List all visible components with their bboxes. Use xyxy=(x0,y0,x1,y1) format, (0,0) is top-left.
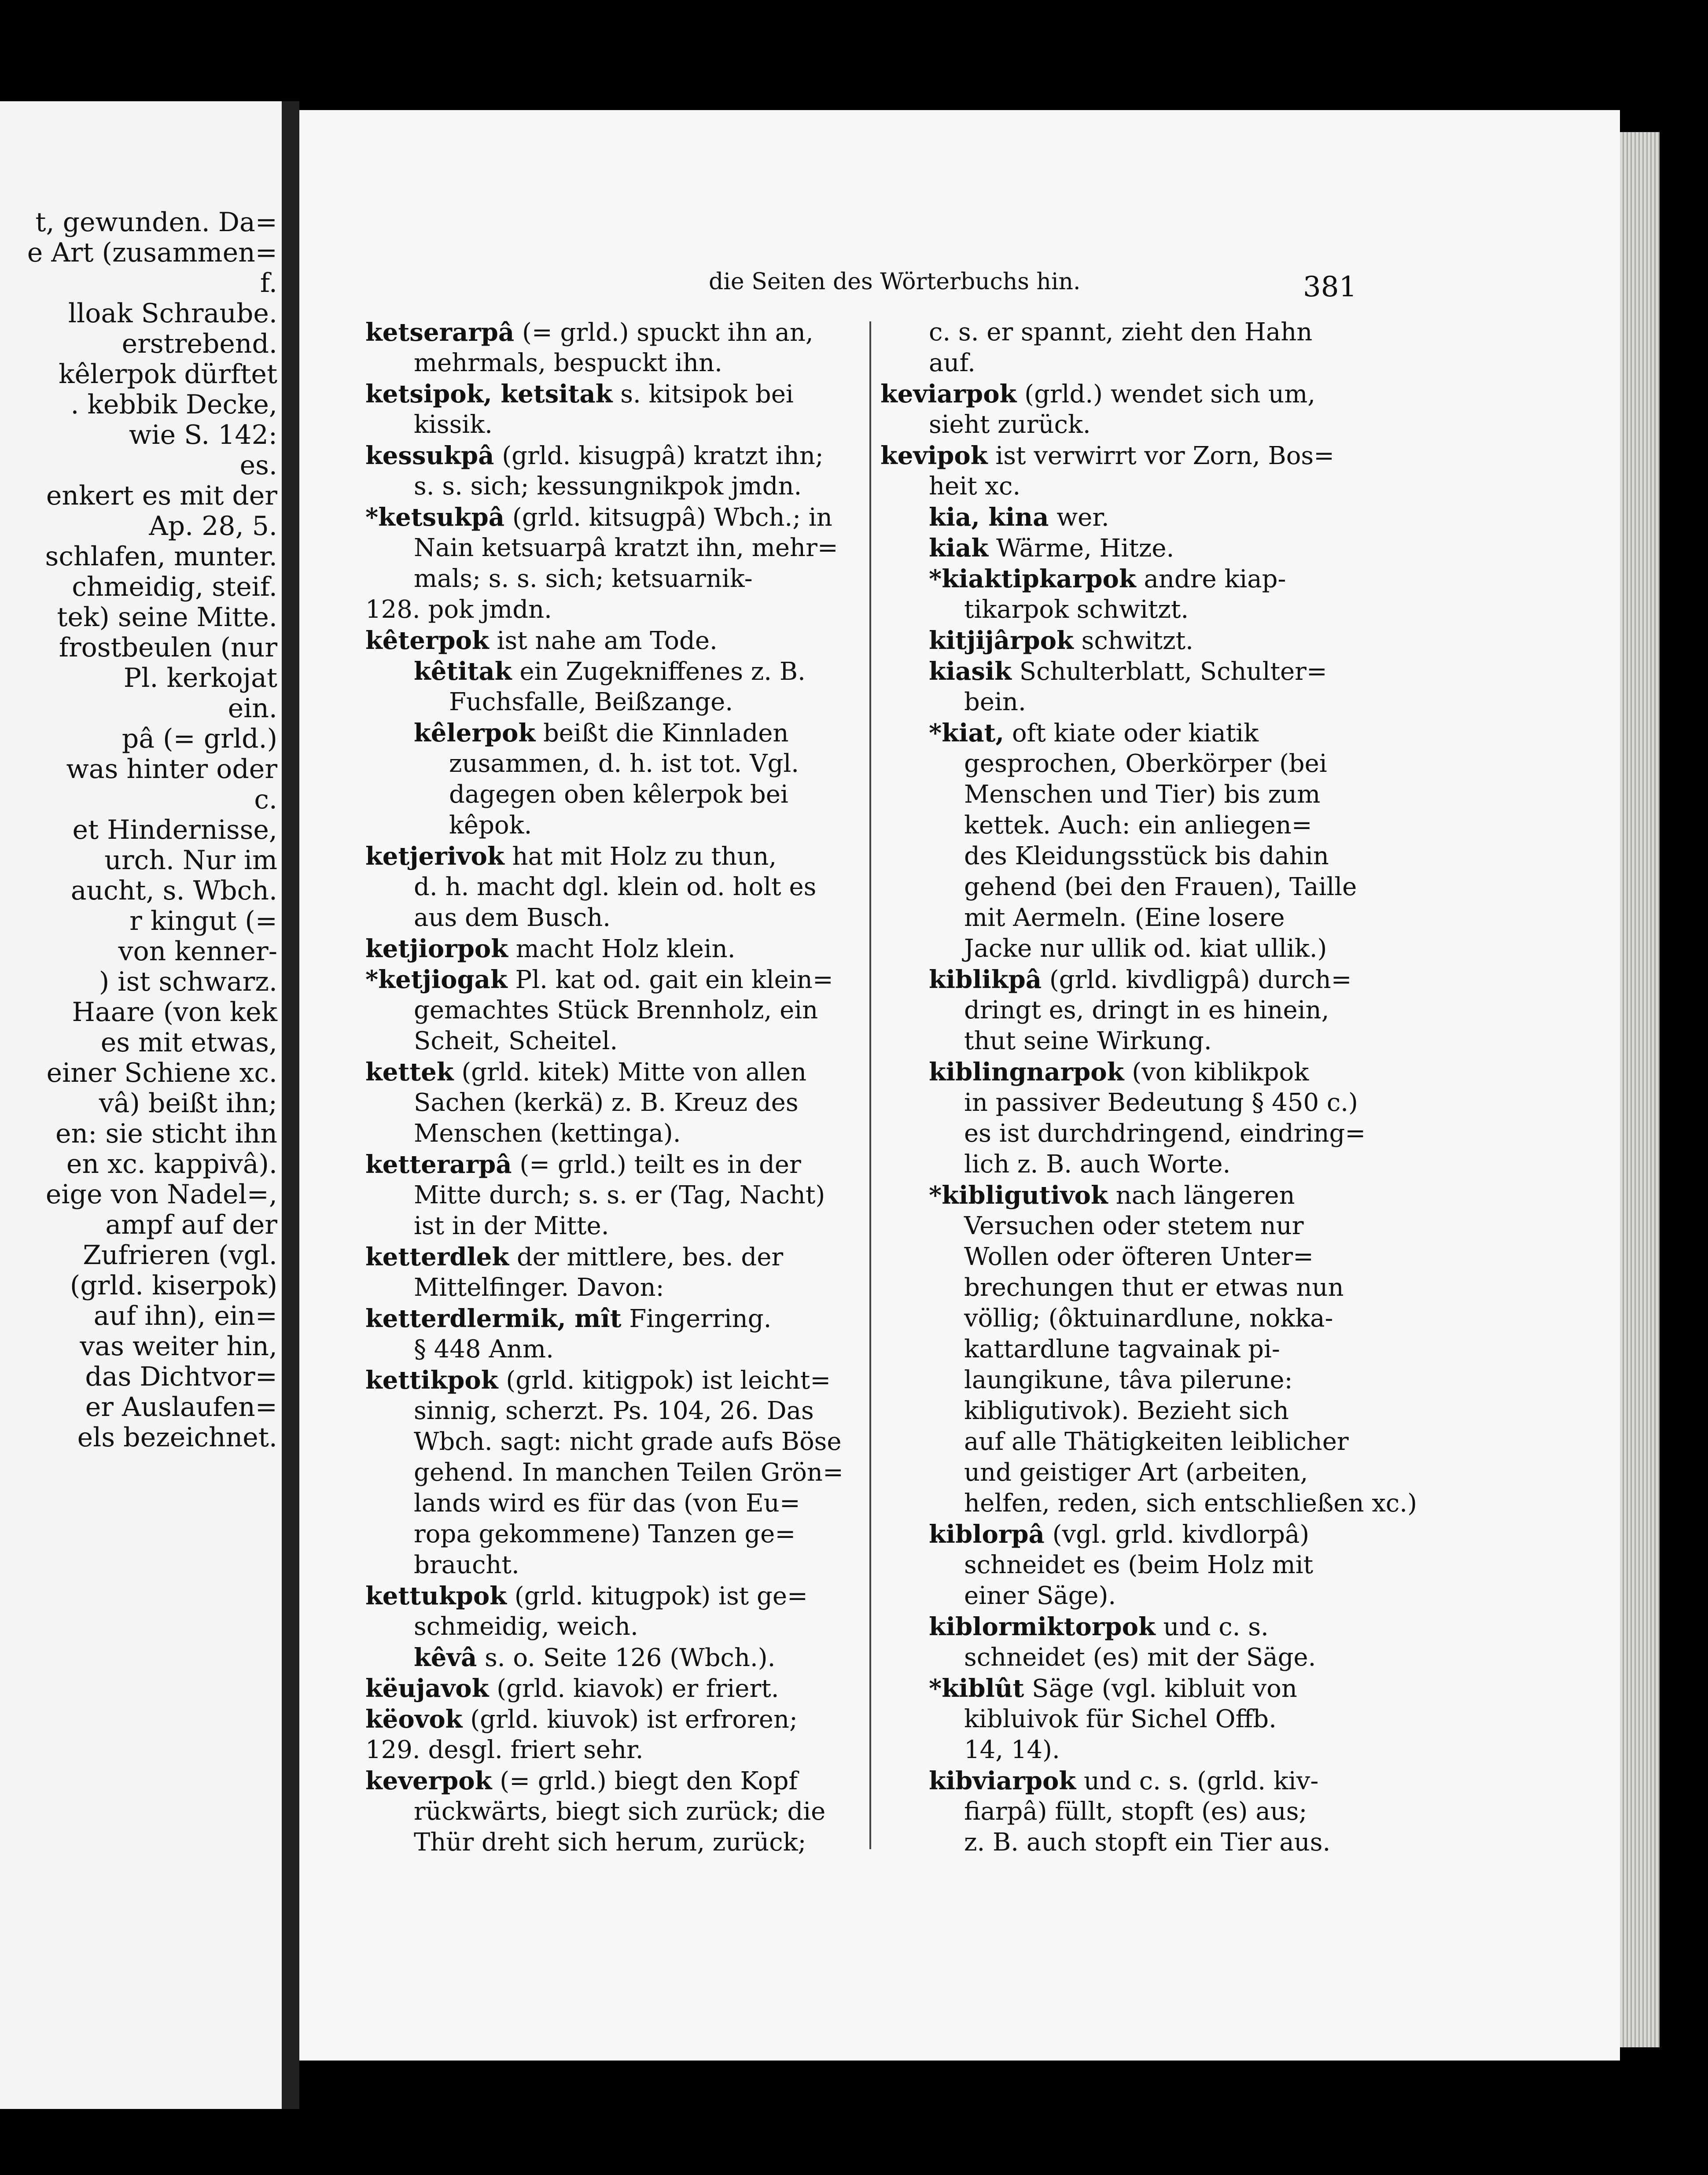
headword: *kibligutivok xyxy=(929,1181,1108,1210)
dictionary-entry-line xyxy=(365,625,850,656)
entry-text: und c. s. (grld. kiv- xyxy=(1076,1767,1319,1795)
entry-text: Mitte durch; s. s. er (Tag, Nacht) xyxy=(414,1181,825,1209)
headword: *ketsukpâ xyxy=(365,503,505,532)
entry-text: mit Aermeln. (Eine losere xyxy=(964,903,1285,932)
entry-text: ist in der Mitte. xyxy=(414,1212,609,1240)
dictionary-entry-line xyxy=(880,656,1365,687)
entry-text: gehend. In manchen Teilen Grön= xyxy=(414,1458,843,1487)
dictionary-continuation-line xyxy=(880,1581,1365,1611)
dictionary-entry-line xyxy=(880,1519,1365,1550)
entry-text: völlig; (ôktuinardlune, nokka- xyxy=(964,1304,1333,1333)
dictionary-continuation-line xyxy=(365,810,850,841)
dictionary-entry-line xyxy=(365,502,850,533)
left-page-text-fragment: auf ihn), ein= xyxy=(93,1301,277,1331)
entry-text: (= grld.) biegt den Kopf xyxy=(492,1767,798,1795)
entry-text: 128. pok jmdn. xyxy=(365,595,552,624)
dictionary-continuation-line xyxy=(880,748,1365,779)
dictionary-page xyxy=(299,110,1620,2061)
dictionary-entry-line xyxy=(365,718,850,748)
left-page-text-fragment: einer Schiene xc. xyxy=(46,1058,277,1088)
entry-text: schneidet es (beim Holz mit xyxy=(964,1551,1314,1579)
entry-text: macht Holz klein. xyxy=(508,935,736,963)
entry-text: 14, 14). xyxy=(964,1736,1060,1764)
entry-text: (grld. kitugpok) ist ge= xyxy=(507,1582,808,1611)
column-divider xyxy=(869,321,871,1849)
headword: ketterarpâ xyxy=(365,1150,512,1179)
headword: kêlerpok xyxy=(414,719,536,748)
entry-text: Menschen und Tier) bis zum xyxy=(964,780,1321,809)
left-page-text-fragment: ) ist schwarz. xyxy=(99,966,277,997)
entry-text: des Kleidungsstück bis dahin xyxy=(964,842,1329,870)
left-page-text-fragment: els bezeichnet. xyxy=(77,1422,277,1453)
entry-text: s. o. Seite 126 (Wbch.). xyxy=(477,1644,776,1672)
dictionary-entry-line xyxy=(365,1704,850,1735)
dictionary-continuation-line xyxy=(880,872,1365,903)
entry-text: auf alle Thätigkeiten leiblicher xyxy=(964,1427,1349,1456)
previous-page-fragment xyxy=(0,101,282,2109)
entry-text: (von kiblikpok xyxy=(1124,1058,1309,1087)
entry-text: bein. xyxy=(964,688,1026,716)
running-head: die Seiten des Wörterbuchs hin. xyxy=(709,269,1081,295)
dictionary-entry-line xyxy=(365,1766,850,1796)
headword: ketjiorpok xyxy=(365,934,508,963)
dictionary-entry-line xyxy=(365,1057,850,1088)
left-page-text-fragment: r kingut (= xyxy=(129,906,277,936)
dictionary-continuation-line xyxy=(880,841,1365,872)
headword: ketterdlermik, mît xyxy=(365,1304,622,1333)
dictionary-continuation-line xyxy=(880,995,1365,1026)
dictionary-continuation-line xyxy=(365,471,850,502)
left-page-text-fragment: was hinter oder xyxy=(66,754,277,785)
dictionary-entry-line xyxy=(880,440,1365,471)
dictionary-entry-line xyxy=(880,1766,1365,1796)
entry-text: s. kitsipok bei xyxy=(612,380,794,409)
dictionary-entry-line xyxy=(880,625,1365,656)
dictionary-continuation-line xyxy=(365,1211,850,1242)
entry-text: beißt die Kinnladen xyxy=(535,719,789,748)
dictionary-continuation-line xyxy=(880,1457,1365,1488)
dictionary-continuation-line xyxy=(880,1303,1365,1334)
entry-text: (= grld.) teilt es in der xyxy=(512,1150,801,1179)
dictionary-continuation-line xyxy=(365,1272,850,1303)
dictionary-continuation-line xyxy=(880,1026,1365,1057)
headword: *kiat, xyxy=(929,719,1005,748)
dictionary-continuation-line xyxy=(365,564,850,594)
entry-text: gehend (bei den Frauen), Taille xyxy=(964,873,1357,901)
dictionary-entry-line xyxy=(365,1365,850,1396)
entry-text: laungikune, tâva pilerune: xyxy=(964,1366,1293,1394)
headword: kevipok xyxy=(880,441,988,470)
entry-text: (grld.) wendet sich um, xyxy=(1016,380,1316,409)
entry-text: Nain ketsuarpâ kratzt ihn, mehr= xyxy=(414,534,838,562)
right-column xyxy=(880,317,1417,1858)
headword: kettikpok xyxy=(365,1366,498,1395)
dictionary-continuation-line xyxy=(365,1026,850,1057)
left-page-text-fragment: kêlerpok dürftet xyxy=(59,359,277,390)
dictionary-entry-line xyxy=(880,502,1365,533)
dictionary-continuation-line xyxy=(365,1796,850,1827)
entry-text: kattardlune tagvainak pi- xyxy=(964,1335,1280,1364)
headword: kibviarpok xyxy=(929,1766,1076,1795)
entry-text: rückwärts, biegt sich zurück; die xyxy=(414,1797,826,1826)
dictionary-continuation-line xyxy=(880,1396,1365,1427)
dictionary-continuation-line xyxy=(365,348,850,379)
dictionary-continuation-line xyxy=(880,779,1365,810)
entry-text: Fuchsfalle, Beißzange. xyxy=(449,688,733,716)
entry-text: Pl. kat od. gait ein klein= xyxy=(507,966,833,994)
headword: këovok xyxy=(365,1705,463,1734)
dictionary-continuation-line xyxy=(880,1365,1365,1396)
left-page-text-fragment: enkert es mit der xyxy=(46,480,277,511)
entry-text: Mittelfinger. Davon: xyxy=(414,1273,664,1302)
dictionary-continuation-line xyxy=(365,995,850,1026)
entry-text: brechungen thut er etwas nun xyxy=(964,1273,1344,1302)
dictionary-entry-line xyxy=(880,1611,1365,1642)
headword: kettukpok xyxy=(365,1581,507,1611)
headword: ketserarpâ xyxy=(365,318,515,347)
left-page-text-fragment: es mit etwas, xyxy=(100,1027,277,1058)
dictionary-entry-line xyxy=(880,1673,1365,1704)
left-page-text-fragment: ampf auf der xyxy=(105,1209,277,1240)
entry-text: ein Zugekniffenes z. B. xyxy=(512,657,806,686)
left-page-text-fragment: Pl. kerkojat xyxy=(123,663,277,693)
entry-text: Wbch. sagt: nicht grade aufs Böse xyxy=(414,1427,842,1456)
left-page-text-fragment: vâ) beißt ihn; xyxy=(99,1088,277,1119)
headword: ketjerivok xyxy=(365,842,504,871)
left-page-text-fragment: er Auslaufen= xyxy=(85,1392,277,1423)
dictionary-continuation-line xyxy=(365,1396,850,1427)
entry-text: kissik. xyxy=(414,410,493,439)
entry-text: d. h. macht dgl. klein od. holt es xyxy=(414,873,817,901)
headword: *kiblût xyxy=(929,1674,1024,1703)
dictionary-entry-line xyxy=(365,317,850,348)
entry-text: (grld. kiuvok) ist erfroren; xyxy=(462,1705,798,1734)
page-edges xyxy=(1620,132,1660,2047)
entry-text: (grld. kiavok) er friert. xyxy=(489,1674,779,1703)
entry-text: lich z. B. auch Worte. xyxy=(964,1150,1231,1179)
dictionary-continuation-line xyxy=(880,409,1365,440)
entry-text: tikarpok schwitzt. xyxy=(964,595,1189,624)
entry-text: Scheit, Scheitel. xyxy=(414,1027,618,1055)
left-page-text-fragment: von kenner- xyxy=(118,936,277,967)
entry-text: Säge (vgl. kibluit von xyxy=(1024,1674,1297,1703)
entry-text: ropa gekommene) Tanzen ge= xyxy=(414,1520,796,1548)
left-page-text-fragment: . kebbik Decke, xyxy=(70,389,277,420)
entry-text: thut seine Wirkung. xyxy=(964,1027,1212,1055)
headword: kiblingnarpok xyxy=(929,1058,1124,1087)
headword: ketsipok, ketsitak xyxy=(365,380,613,409)
dictionary-entry-line xyxy=(880,1180,1365,1211)
dictionary-continuation-line xyxy=(880,1334,1365,1365)
entry-text: dagegen oben kêlerpok bei xyxy=(449,780,788,809)
entry-text: helfen, reden, sich entschließen xc.) xyxy=(964,1489,1417,1518)
dictionary-entry-line xyxy=(365,379,850,409)
entry-text: Menschen (kettinga). xyxy=(414,1119,681,1148)
dictionary-continuation-line xyxy=(880,1118,1365,1149)
dictionary-continuation-line xyxy=(880,1642,1365,1673)
dictionary-entry-line xyxy=(365,933,850,964)
entry-text: aus dem Busch. xyxy=(414,903,611,932)
left-page-text-fragment: e Art (zusammen= xyxy=(27,237,277,268)
left-page-text-fragment: chmeidig, steif. xyxy=(72,571,277,602)
headword: kêvâ xyxy=(414,1643,477,1672)
dictionary-continuation-line xyxy=(880,687,1365,718)
entry-text: (= grld.) spuckt ihn an, xyxy=(514,318,814,347)
headword: kiblikpâ xyxy=(929,965,1042,994)
entry-text: auf. xyxy=(929,349,975,377)
dictionary-entry-line xyxy=(365,656,850,687)
entry-text: fiarpâ) füllt, stopft (es) aus; xyxy=(964,1797,1307,1826)
dictionary-continuation-line xyxy=(880,1211,1365,1242)
entry-text: ist verwirrt vor Zorn, Bos= xyxy=(987,442,1335,470)
dictionary-entry-line xyxy=(880,533,1365,564)
left-page-text-fragment: das Dichtvor= xyxy=(85,1361,277,1392)
headword: kêtitak xyxy=(414,657,512,686)
entry-text: c. s. er spannt, zieht den Hahn xyxy=(929,318,1313,347)
entry-text: dringt es, dringt in es hinein, xyxy=(964,996,1329,1025)
entry-text: (grld. kitsugpâ) Wbch.; in xyxy=(504,503,832,532)
left-page-text-fragment: t, gewunden. Da= xyxy=(35,207,277,238)
left-page-text-fragment: c. xyxy=(254,784,277,815)
dictionary-continuation-line xyxy=(365,594,850,625)
dictionary-continuation-line xyxy=(365,1519,850,1550)
dictionary-continuation-line xyxy=(880,903,1365,933)
dictionary-continuation-line xyxy=(880,471,1365,502)
entry-text: sinnig, scherzt. Ps. 104, 26. Das xyxy=(414,1397,814,1425)
entry-text: Versuchen oder stetem nur xyxy=(964,1212,1304,1240)
entry-text: der mittlere, bes. der xyxy=(509,1243,784,1272)
left-page-text-fragment: f. xyxy=(260,268,277,299)
entry-text: einer Säge). xyxy=(964,1581,1116,1610)
page-number: 381 xyxy=(1303,271,1357,303)
dictionary-entry-line xyxy=(365,1642,850,1673)
dictionary-entry-line xyxy=(365,1673,850,1704)
headword: kiasik xyxy=(929,657,1012,686)
dictionary-entry-line xyxy=(365,1303,850,1334)
entry-text: mals; s. s. sich; ketsuarnik- xyxy=(414,564,753,593)
dictionary-continuation-line xyxy=(880,1427,1365,1457)
headword: kettek xyxy=(365,1058,454,1087)
dictionary-entry-line xyxy=(365,841,850,872)
dictionary-continuation-line xyxy=(365,1488,850,1519)
dictionary-continuation-line xyxy=(365,1611,850,1642)
entry-text: mehrmals, bespuckt ihn. xyxy=(414,349,722,377)
entry-text: (grld. kitek) Mitte von allen xyxy=(453,1058,807,1087)
entry-text: (grld. kivdligpâ) durch= xyxy=(1042,966,1352,994)
entry-text: lands wird es für das (von Eu= xyxy=(414,1489,800,1518)
dictionary-continuation-line xyxy=(880,1488,1417,1519)
dictionary-continuation-line xyxy=(365,903,850,933)
dictionary-entry-line xyxy=(880,964,1365,995)
dictionary-continuation-line xyxy=(365,533,850,564)
entry-text: nach längeren xyxy=(1108,1181,1295,1210)
book-gutter xyxy=(282,101,299,2109)
entry-text: gemachtes Stück Brennholz, ein xyxy=(414,996,818,1025)
left-page-text-fragment: en xc. kappivâ). xyxy=(66,1149,277,1180)
headword: keviarpok xyxy=(880,380,1017,409)
dictionary-continuation-line xyxy=(365,1457,850,1488)
dictionary-continuation-line xyxy=(365,779,850,810)
dictionary-continuation-line xyxy=(365,1550,850,1581)
entry-text: kettek. Auch: ein anliegen= xyxy=(964,811,1312,840)
headword: *kiaktipkarpok xyxy=(929,564,1136,594)
entry-text: gesprochen, Oberkörper (bei xyxy=(964,749,1327,778)
dictionary-continuation-line xyxy=(880,1735,1365,1766)
entry-text: es ist durchdringend, eindring= xyxy=(964,1119,1366,1148)
left-page-text-fragment: eige von Nadel=, xyxy=(45,1179,277,1210)
headword: kiak xyxy=(929,534,989,563)
entry-text: in passiver Bedeutung § 450 c.) xyxy=(964,1088,1358,1117)
entry-text: und c. s. xyxy=(1155,1613,1269,1641)
dictionary-entry-line xyxy=(365,1242,850,1272)
left-page-text-fragment: Zufrieren (vgl. xyxy=(83,1240,277,1271)
left-page-text-fragment: es. xyxy=(239,450,277,481)
dictionary-continuation-line xyxy=(880,933,1365,964)
entry-text: Fingerring. xyxy=(621,1305,772,1333)
entry-text: s. s. sich; kessungnikpok jmdn. xyxy=(414,472,802,501)
dictionary-entry-line xyxy=(880,718,1365,748)
entry-text: kibligutivok). Bezieht sich xyxy=(964,1397,1289,1425)
left-page-text-fragment: schlafen, munter. xyxy=(45,541,277,572)
dictionary-continuation-line xyxy=(365,1180,850,1211)
entry-text: schwitzt. xyxy=(1073,627,1193,655)
entry-text: 129. desgl. friert sehr. xyxy=(365,1736,644,1764)
left-page-text-fragment: (grld. kiserpok) xyxy=(70,1270,277,1301)
left-page-text-fragment: lloak Schraube. xyxy=(68,298,277,329)
dictionary-continuation-line xyxy=(880,1088,1365,1118)
dictionary-entry-line xyxy=(365,964,850,995)
entry-text: kibluivok für Sichel Offb. xyxy=(964,1705,1277,1733)
entry-text: § 448 Anm. xyxy=(414,1335,554,1364)
dictionary-continuation-line xyxy=(880,1149,1365,1180)
entry-text: und geistiger Art (arbeiten, xyxy=(964,1458,1308,1487)
dictionary-continuation-line xyxy=(880,594,1365,625)
dictionary-continuation-line xyxy=(365,687,850,718)
dictionary-entry-line xyxy=(880,379,1365,409)
headword: kia, kina xyxy=(929,503,1049,532)
dictionary-continuation-line xyxy=(365,1118,850,1149)
headword: ketterdlek xyxy=(365,1242,509,1272)
dictionary-continuation-line xyxy=(365,1827,850,1858)
entry-text: Wärme, Hitze. xyxy=(988,534,1174,563)
headword: kêterpok xyxy=(365,626,489,655)
left-page-text-fragment: urch. Nur im xyxy=(104,845,277,876)
left-page-text-fragment: en: sie sticht ihn xyxy=(55,1118,277,1149)
dictionary-entry-line xyxy=(365,440,850,471)
entry-text: Schulterblatt, Schulter= xyxy=(1011,657,1327,686)
headword: kiblormiktorpok xyxy=(929,1612,1156,1641)
left-page-text-fragment: ein. xyxy=(228,693,277,724)
dictionary-continuation-line xyxy=(880,1827,1365,1858)
entry-text: kêpok. xyxy=(449,811,532,840)
dictionary-continuation-line xyxy=(365,748,850,779)
left-page-text-fragment: vas weiter hin, xyxy=(80,1331,277,1362)
dictionary-continuation-line xyxy=(880,1796,1365,1827)
entry-text: heit xc. xyxy=(929,472,1021,501)
headword: *ketjiogak xyxy=(365,965,508,994)
dictionary-continuation-line xyxy=(365,1334,850,1365)
entry-text: Jacke nur ullik od. kiat ullik.) xyxy=(964,934,1327,963)
left-column xyxy=(365,317,850,1858)
dictionary-continuation-line xyxy=(880,810,1365,841)
left-page-text-fragment: erstrebend. xyxy=(121,328,277,359)
left-page-text-fragment: frostbeulen (nur xyxy=(59,632,277,663)
entry-text: andre kiap- xyxy=(1136,565,1286,594)
dictionary-entry-line xyxy=(365,1581,850,1611)
dictionary-continuation-line xyxy=(880,317,1365,348)
entry-text: zusammen, d. h. ist tot. Vgl. xyxy=(449,749,799,778)
entry-text: Sachen (kerkä) z. B. Kreuz des xyxy=(414,1088,799,1117)
dictionary-continuation-line xyxy=(880,1704,1365,1735)
dictionary-entry-line xyxy=(880,1057,1365,1088)
dictionary-continuation-line xyxy=(880,348,1365,379)
entry-text: oft kiate oder kiatik xyxy=(1004,719,1259,748)
dictionary-continuation-line xyxy=(365,872,850,903)
entry-text: braucht. xyxy=(414,1551,519,1579)
entry-text: Wollen oder öfteren Unter= xyxy=(964,1242,1314,1271)
headword: kessukpâ xyxy=(365,441,494,470)
entry-text: (grld. kitigpok) ist leicht= xyxy=(498,1366,831,1395)
left-page-text-fragment: wie S. 142: xyxy=(129,420,277,450)
headword: kiblorpâ xyxy=(929,1520,1045,1549)
left-page-text-fragment: Haare (von kek xyxy=(72,997,277,1028)
headword: kitjijârpok xyxy=(929,626,1074,655)
entry-text: (vgl. grld. kivdlorpâ) xyxy=(1044,1520,1310,1549)
dictionary-continuation-line xyxy=(365,409,850,440)
left-page-text-fragment: Ap. 28, 5. xyxy=(149,511,277,542)
entry-text: wer. xyxy=(1049,503,1109,532)
left-page-text-fragment: pâ (= grld.) xyxy=(121,723,277,754)
dictionary-continuation-line xyxy=(365,1735,850,1766)
entry-text: z. B. auch stopft ein Tier aus. xyxy=(964,1828,1331,1857)
left-page-text-fragment: et Hindernisse, xyxy=(72,815,277,845)
headword: keverpok xyxy=(365,1766,492,1795)
entry-text: sieht zurück. xyxy=(929,410,1091,439)
dictionary-entry-line xyxy=(365,1149,850,1180)
dictionary-continuation-line xyxy=(365,1088,850,1118)
dictionary-continuation-line xyxy=(880,1272,1365,1303)
dictionary-entry-line xyxy=(880,564,1365,594)
dictionary-continuation-line xyxy=(365,1427,850,1457)
entry-text: Thür dreht sich herum, zurück; xyxy=(414,1828,806,1857)
left-page-text-fragment: aucht, s. Wbch. xyxy=(70,875,277,906)
dictionary-continuation-line xyxy=(880,1242,1365,1272)
entry-text: schneidet (es) mit der Säge. xyxy=(964,1643,1316,1672)
entry-text: schmeidig, weich. xyxy=(414,1612,638,1641)
headword: këujavok xyxy=(365,1674,489,1703)
entry-text: ist nahe am Tode. xyxy=(489,627,718,655)
left-page-text-fragment: tek) seine Mitte. xyxy=(57,602,277,633)
entry-text: (grld. kisugpâ) kratzt ihn; xyxy=(494,442,824,470)
entry-text: hat mit Holz zu thun, xyxy=(504,842,777,871)
dictionary-continuation-line xyxy=(880,1550,1365,1581)
